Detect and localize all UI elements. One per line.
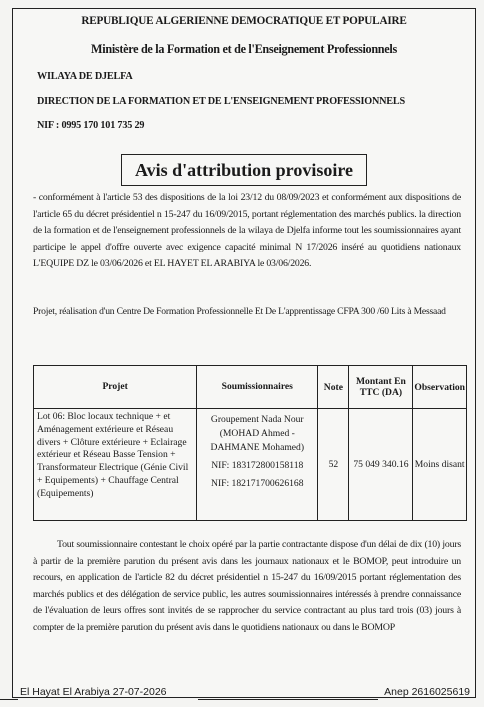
closing-paragraph: Tout soumissionnaire contestant le choix opéré par la partie contractante dispose d'un délai de dix (10) jours à partir de la première parution du présent avis dans les journaux nationaux et le BOMOP, peut introduire un recours, en application de l'article 82 du décret présidentiel n 15-247 du 16/09/2015 portant réglementation des marchés publics et des délégation de service public, les autres soumissionnaires intéressés à prendre connaissance de l'évaluation de leurs offres sont invités de se rapprocher du service contractant au plus tard trois (03) jours à compter de la première parution du présent avis dans le quotidiens nationaux ou dans le BOMOP — [33, 539, 461, 633]
bidder-nif-2: NIF: 182171700626168 — [211, 478, 304, 489]
table-header-row — [34, 366, 467, 409]
cell-montant: 75 049 340.16 — [349, 409, 413, 521]
footer-newspaper: El Hayat El Arabiya 27-07-2026 — [20, 686, 167, 698]
notice-title: Avis d'attribution provisoire — [121, 154, 367, 186]
cell-observation: Moins disant — [413, 409, 467, 521]
nif-line: NIF : 0995 170 101 735 29 — [37, 120, 145, 131]
bidder-nif-1: NIF: 183172800158118 — [211, 460, 304, 471]
col-header-montant: Montant En TTC (DA) — [349, 366, 413, 409]
intro-paragraph: - conformément à l'article 53 des dispositions de la loi 23/12 du 08/09/2023 et conformément aux dispositions de l'article 65 du décret présidentiel n 15-247 du 16/09/2015, portant réglementation des marchés publics. la direction de la formation et de l'enseignement professionnels de la wilaya de Djelfa informe tout les soumissionnaires ayant participe le appel d'offre ouverte avec exigence capacité minimal N 17/2026 inséré au quotidiens nationaux L'EQUIPE DZ le 03/06/2026 et EL HAYET EL ARABIYA le 03/06/2026. — [33, 192, 461, 270]
bidder-members: (MOHAD Ahmed - DAHMANE Mohamed) — [210, 428, 305, 453]
ministry-heading: Ministère de la Formation et de l'Enseignement Professionnels — [91, 42, 397, 56]
col-header-soumissionnaires: Soumissionnaires — [197, 366, 318, 409]
cell-soumissionnaire — [197, 409, 318, 521]
cell-projet: Lot 06: Bloc locaux technique + et Aménagement extérieure et Réseau divers + Clôture extérieure + Eclairage extérieur et Réseau Basse Tension + Transformateur Electrique (Génie Civil + Equipements) + Chauffage Central (Equipements) — [34, 409, 197, 521]
award-table — [33, 365, 467, 521]
footer-rule-middle — [198, 699, 378, 700]
col-header-note: Note — [318, 366, 349, 409]
notice-page — [12, 8, 476, 698]
bidder-name: Groupement Nada Nour — [210, 414, 304, 425]
cell-note: 52 — [318, 409, 349, 521]
republic-heading: REPUBLIQUE ALGERIENNE DEMOCRATIQUE ET POPULAIRE — [81, 15, 407, 27]
col-header-observation: Observation — [413, 366, 467, 409]
footer-rule-left — [0, 699, 18, 700]
col-header-projet: Projet — [34, 366, 197, 409]
table-row — [34, 409, 467, 521]
footer-anep: Anep 2616025619 — [384, 686, 470, 698]
wilaya-line: WILAYA DE DJELFA — [37, 71, 133, 82]
project-line: Projet, réalisation d'un Centre De Formation Professionnelle Et De L'apprentissage CFPA 300 /60 Lits à Messaad — [33, 306, 446, 317]
direction-line: DIRECTION DE LA FORMATION ET DE L'ENSEIGNEMENT PROFESSIONNELS — [37, 96, 405, 107]
